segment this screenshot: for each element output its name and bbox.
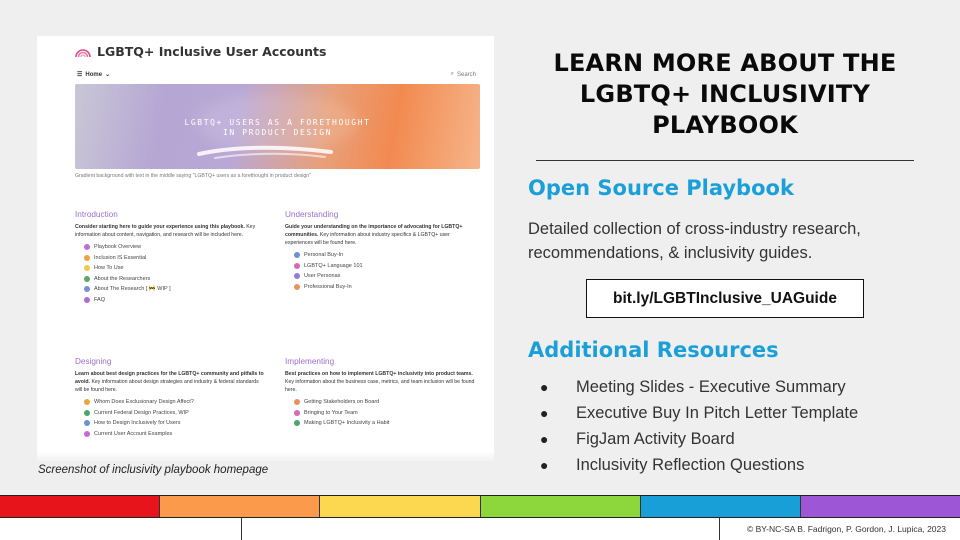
page-icon [84, 265, 90, 271]
banner-line-2: IN PRODUCT DESIGN [222, 128, 333, 137]
section-description: Guide your understanding on the importance of advocating for LGBTQ+ communities. Key information about industry specifics & LGBTQ+ user experiences will be found here. [285, 224, 463, 246]
screenshot-fade [37, 451, 494, 461]
search-icon: ⌕ [450, 71, 454, 77]
section-heading[interactable]: Understanding [285, 210, 339, 219]
stripe-purple [801, 496, 960, 517]
stripe-red [0, 496, 160, 517]
list-item[interactable]: Bringing to Your Team [285, 408, 475, 419]
page-icon [84, 276, 90, 282]
page-icon [294, 399, 300, 405]
bullet-icon: ● [540, 405, 549, 421]
list-item[interactable]: Personal Buy-In [285, 250, 475, 261]
menu-icon: ☰ [77, 72, 83, 78]
section-description: Consider starting here to guide your experience using this playbook. Key information about content, navigation, and research will be included here. [75, 224, 256, 238]
list-item[interactable]: Inclusion IS Essential [75, 253, 265, 264]
list-item[interactable]: How To Use [75, 263, 265, 274]
list-item[interactable]: Whom Does Exclusionary Design Affect? [75, 397, 265, 408]
nav-home-link[interactable] [77, 71, 110, 78]
page-icon [84, 431, 90, 437]
list-item[interactable]: User Personas [285, 271, 475, 282]
nav-home-label: Home [85, 71, 103, 78]
list-item[interactable]: Current User Account Examples [75, 429, 265, 440]
brush-swoosh-icon [195, 142, 335, 164]
list-item[interactable]: LGBTQ+ Language 101 [285, 261, 475, 272]
list-item[interactable] [540, 426, 858, 452]
banner-text [75, 118, 480, 138]
list-item[interactable]: Current Federal Design Practices, WIP [75, 408, 265, 419]
stripe-yellow [320, 496, 480, 517]
bullet-icon: ● [540, 379, 549, 395]
resource-label: FigJam Activity Board [576, 429, 735, 448]
page-icon [84, 244, 90, 250]
resource-label: Executive Buy In Pitch Letter Template [576, 403, 859, 422]
page-icon [84, 297, 90, 303]
bullet-icon: ● [540, 431, 549, 447]
page-icon [84, 399, 90, 405]
divider [536, 160, 914, 161]
bullet-icon: ● [540, 457, 549, 473]
page-icon [84, 410, 90, 416]
screenshot-header [37, 36, 494, 59]
resource-label: Meeting Slides - Executive Summary [576, 377, 846, 396]
playbook-screenshot [37, 36, 494, 461]
section-heading[interactable]: Introduction [75, 210, 118, 219]
section-understanding [285, 210, 475, 292]
page-icon [294, 252, 300, 258]
page-icon [294, 284, 300, 290]
section-introduction [75, 210, 265, 305]
nav-search-label: Search [456, 71, 476, 78]
page-icon [294, 410, 300, 416]
list-item[interactable]: How to Design Inclusively for Users [75, 418, 265, 429]
screenshot-caption: Screenshot of inclusivity playbook homepage [38, 464, 269, 476]
page-icon [84, 255, 90, 261]
page-icon [294, 420, 300, 426]
section-heading[interactable]: Implementing [285, 357, 335, 366]
page-icon [84, 286, 90, 292]
chevron-down-icon: ⌄ [105, 72, 111, 78]
section-implementing [285, 357, 475, 429]
open-source-description: Detailed collection of cross-industry research, recommendations, & inclusivity guides. [528, 220, 861, 262]
section-description: Learn about best design practices for the LGBTQ+ community and pitfalls to avoid. Key information about design strategies and industry & federal standards will be found here. [75, 371, 264, 393]
list-item[interactable]: About the Researchers [75, 274, 265, 285]
footer-cell [0, 518, 242, 540]
credit-text: © BY-NC-SA B. Fadrigon, P. Gordon, J. Lupica, 2023 [746, 524, 946, 534]
section-description: Best practices on how to implement LGBTQ+ inclusivity into product teams. Key information about the business case, metrics, and team inclusion will be found here. [285, 371, 475, 393]
rainbow-stripe-bar [0, 495, 960, 518]
list-item[interactable]: FAQ [75, 295, 265, 306]
list-item[interactable] [540, 400, 858, 426]
page-icon [294, 263, 300, 269]
screenshot-navbar [37, 59, 494, 78]
banner-alt-text: Gradient background with text in the middle saying "LGBTQ+ users as a forethought in product design" [75, 173, 311, 179]
section-heading[interactable]: Designing [75, 357, 112, 366]
open-source-heading: Open Source Playbook [528, 176, 794, 200]
additional-resources-heading: Additional Resources [528, 338, 779, 362]
section-designing [75, 357, 265, 439]
footer-cell [242, 518, 720, 540]
rainbow-logo-icon [75, 47, 91, 57]
page-icon [84, 420, 90, 426]
banner-line-1: LGBTQ+ USERS AS A FORETHOUGHT [184, 118, 371, 127]
stripe-orange [160, 496, 320, 517]
page-title: LEARN MORE ABOUT THE LGBTQ+ INCLUSIVITY PLAYBOOK [553, 49, 897, 139]
list-item[interactable]: Professional Buy-In [285, 282, 475, 293]
nav-search-button[interactable] [451, 71, 476, 78]
stripe-blue [641, 496, 801, 517]
resources-list [540, 374, 858, 478]
list-item[interactable] [540, 374, 858, 400]
footer [0, 518, 960, 540]
list-item[interactable]: About The Research [ 🚧 WIP ] [75, 284, 265, 295]
screenshot-app-title: LGBTQ+ Inclusive User Accounts [97, 44, 327, 59]
page-icon [294, 273, 300, 279]
list-item[interactable] [540, 452, 858, 478]
playbook-link[interactable]: bit.ly/LGBTInclusive_UAGuide [586, 279, 864, 318]
list-item[interactable]: Getting Stakeholders on Board [285, 397, 475, 408]
stripe-green [481, 496, 641, 517]
list-item[interactable]: Making LGBTQ+ Inclusivity a Habit [285, 418, 475, 429]
list-item[interactable]: Playbook Overview [75, 242, 265, 253]
hero-banner [75, 84, 480, 169]
resource-label: Inclusivity Reflection Questions [576, 455, 805, 474]
